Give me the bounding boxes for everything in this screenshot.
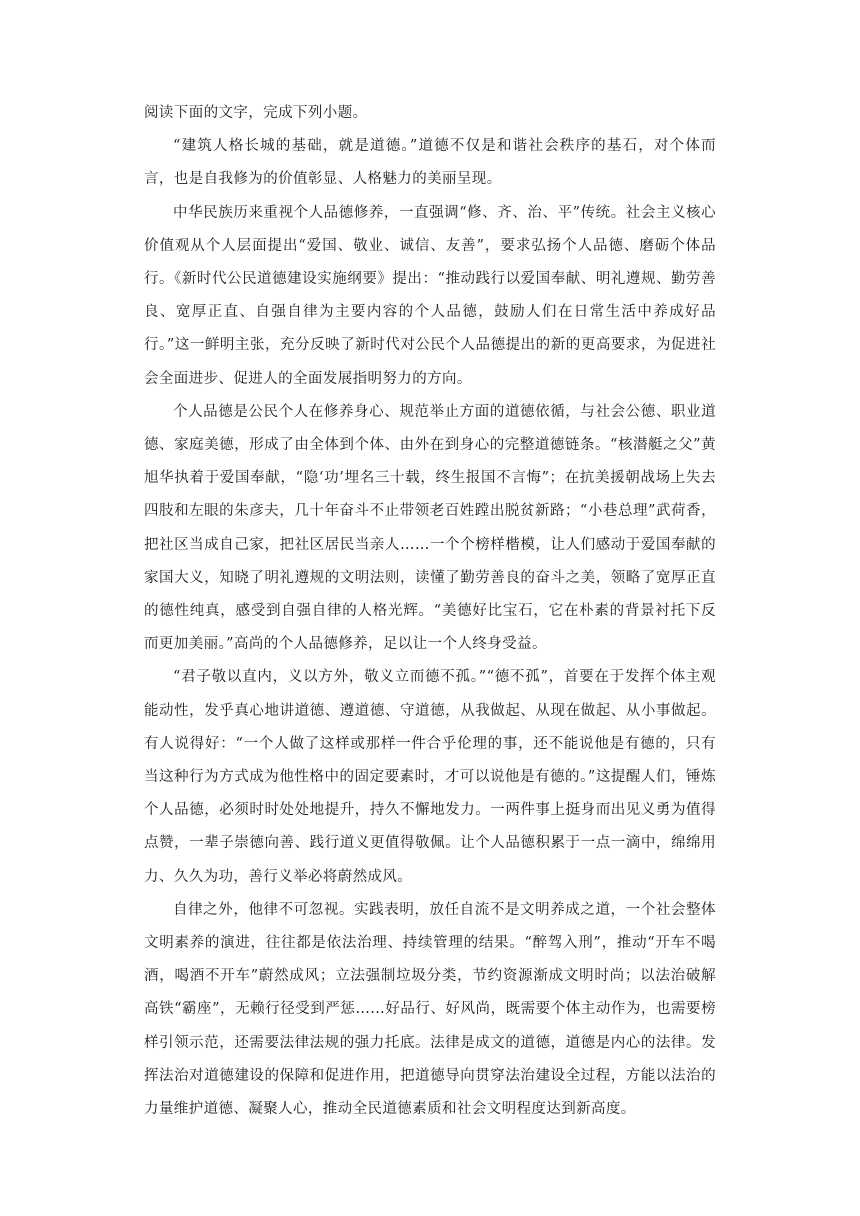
paragraph-5: 自律之外，他律不可忽视。实践表明，放任自流不是文明养成之道，一个社会整体文明素养的演进，往往都是依法治理、持续管理的结果。“醉驾入刑”，推动“开车不喝酒，喝酒不开车”蔚然成风；立法强制垃圾分类，节约资源渐成文明时尚；以法治破解高铁“霸座”，无赖行径受到严惩……好品行、好风尚，既需要个体主动作为，也需要榜样引领示范，还需要法律法规的强力托底。法律是成文的道德，道德是内心的法律。发挥法治对道德建设的保障和促进作用，把道德导向贯穿法治建设全过程，方能以法治的力量维护道德、凝聚人心，推动全民道德素质和社会文明程度达到新高度。 bbox=[144, 901, 716, 1118]
reading-instruction: 阅读下面的文字，完成下列小题。 bbox=[144, 105, 368, 121]
paragraph-3: 个人品德是公民个人在修养身心、规范举止方面的道德依循，与社会公德、职业道德、家庭美德，形成了由全体到个体、由外在到身心的完整道德链条。“核潜艇之父”黄旭华执着于爱国奉献，“隐‘功’埋名三十载，终生报国不言悔”；在抗美援朝战场上失去四肢和左眼的朱彦夫，几十年奋斗不止带领老百姓蹚出脱贫新路；“小巷总理”武荷香，把社区当成自己家，把社区居民当亲人……一个个榜样楷模，让人们感动于爱国奉献的家国大义，知晓了明礼遵规的文明法则，读懂了勤劳善良的奋斗之美，领略了宽厚正直的德性纯真，感受到自强自律的人格光辉。“美德好比宝石，它在朴素的背景衬托下反而更加美丽。”高尚的个人品德修养，足以让一个人终身受益。 bbox=[144, 403, 716, 653]
article-body bbox=[144, 97, 716, 1126]
paragraph-2: 中华民族历来重视个人品德修养，一直强调“修、齐、治、平”传统。社会主义核心价值观从个人层面提出“爱国、敬业、诚信、友善”，要求弘扬个人品德、磨砺个体品行。《新时代公民道德建设实施纲要》提出：“推动践行以爱国奉献、明礼遵规、勤劳善良、宽厚正直、自强自律为主要内容的个人品德，鼓励人们在日常生活中养成好品行。”这一鲜明主张，充分反映了新时代对公民个人品德提出的新的更高要求，为促进社会全面进步、促进人的全面发展指明努力的方向。 bbox=[144, 204, 716, 387]
paragraph-1: “建筑人格长城的基础，就是道德。”道德不仅是和谐社会秩序的基石，对个体而言，也是自我修为的价值彰显、人格魅力的美丽呈现。 bbox=[144, 138, 716, 188]
paragraph-4: “君子敬以直内，义以方外，敬义立而德不孤。”“德不孤”，首要在于发挥个体主观能动性，发乎真心地讲道德、遵道德、守道德，从我做起、从现在做起、从小事做起。有人说得好：“一个人做了这样或那样一件合乎伦理的事，还不能说他是有德的，只有当这种行为方式成为他性格中的固定要素时，才可以说他是有德的。”这提醒人们，锤炼个人品德，必须时时处处地提升，持久不懈地发力。一两件事上挺身而出见义勇为值得点赞，一辈子崇德向善、践行道义更值得敬佩。让个人品德积累于一点一滴中，绵绵用力、久久为功，善行义举必将蔚然成风。 bbox=[144, 669, 716, 885]
